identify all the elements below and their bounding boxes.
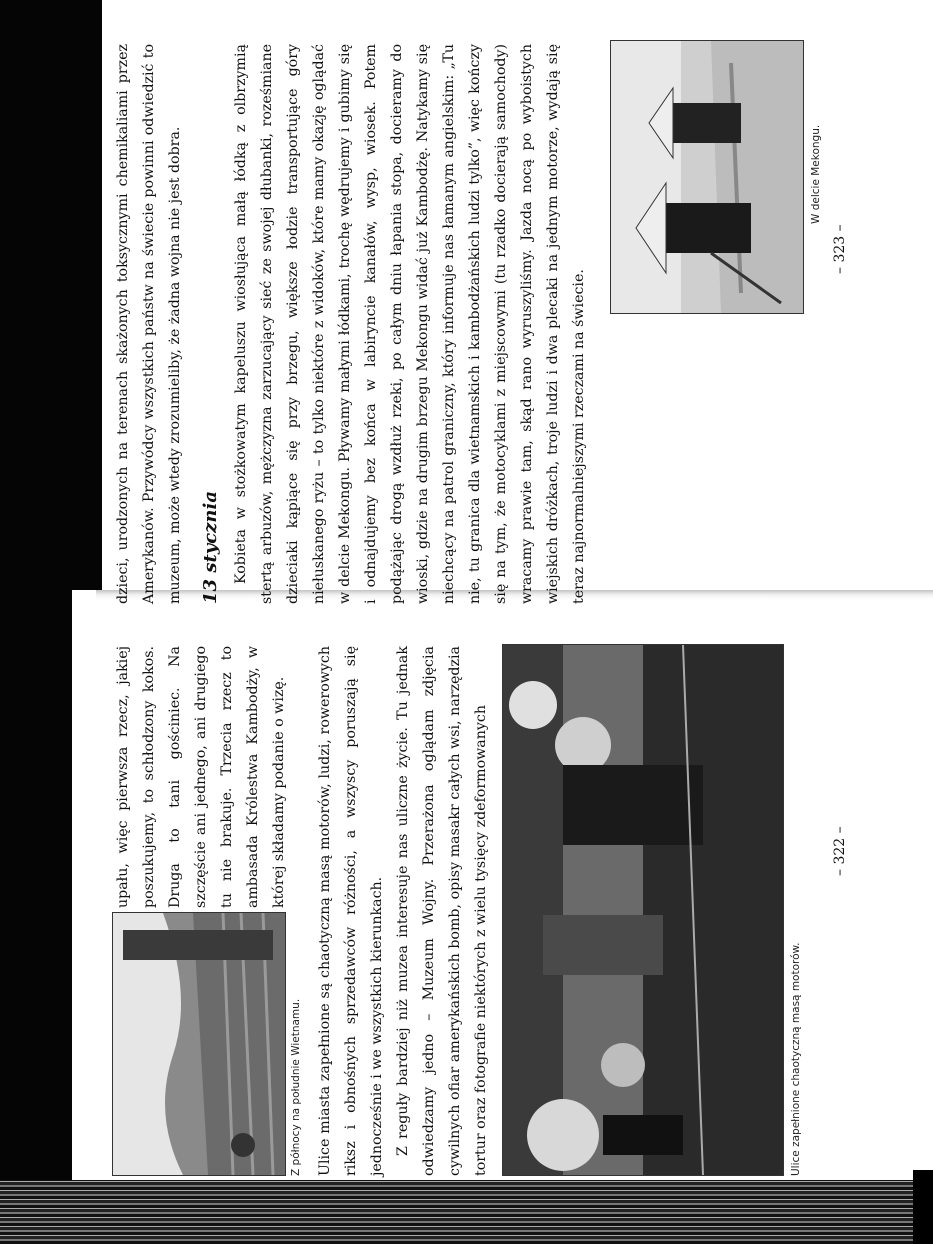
paragraph: Kobieta w stożkowatym kapeluszu wiosłująca małą łódką z olbrzymią stertą arbuzów, mężczyzna zarzucający sieć ze swojej dłubanki, roześmiane dzieciaki kąpiące się przy brzegu, większe łodzie transportujące góry niełuskanego ryżu – to tylko niektóre z widoków, które mamy okazję oglądać w delcie Mekongu. Pływamy małymi łódkami, trochę wędrujemy i gubimy się i odnajdujemy bez końca w labiryncie kanałów, wysp, wiosek. Potem podążając drogą wzdłuż rzeki, po całym dniu łapania stopa, docieramy do wioski, gdzie na drugim brzegu Mekongu widać już Kambodżę. Natykamy się niechcący na patrol graniczny, który informuje nas łamanym angielskim: „Tu nie, tu granica dla wietnamskich i kambodżańskich ludzi tylko”, więc kończy się na tym, że motocyklami z miejscowymi (tu rzadko docierają samochody) wracamy prawie tam, skąd rano wyruszyliśmy. Jazda nocą po wyboistych wiejskich dróżkach, troje ludzi i dwa plecaki na jednym motorze, wydają się teraz najnormalniejszymi rzeczami na świecie.: [233, 44, 587, 604]
text-column-322-lower: [312, 646, 494, 1176]
text-column-323: [110, 44, 592, 604]
street-photo: [502, 644, 784, 1176]
scan-edge-corner: [913, 1170, 933, 1244]
landscape-photo: [112, 912, 286, 1176]
paragraph: dzieci, urodzonych na terenach skażonych toksycznymi chemikaliami przez Amerykanów. Przywódcy wszystkich państw na świecie powinni odwiedzić to muzeum, może wtedy zrozumieliby, że żadna wojna nie jest dobra.: [115, 44, 183, 604]
mekong-photo: [610, 40, 804, 314]
page-322: [112, 646, 922, 1176]
caption-landscape: Z północy na południe Wietnamu.: [290, 998, 302, 1176]
paragraph: upału, więc pierwsza rzecz, jakiej poszukujemy, to schłodzony kokos. Druga to tani gościniec. Na szczęście ani jednego, ani drugiego tu nie brakuje. Trzecia rzecz to ambasada Królestwa Kambodży, w której składamy podanie o wizę.: [115, 646, 287, 908]
caption-mekong: W delcie Mekongu.: [810, 124, 822, 224]
text-column-322-upper: [110, 646, 292, 908]
section-heading: 13 stycznia: [200, 491, 221, 604]
paragraph: Z reguły bardziej niż muzea interesuje nas uliczne życie. Tu jednak odwiedzamy jedno – Muzeum Wojny. Przerażona oglądam zdjęcia cywilnych ofiar amerykańskich bomb, opisy masakr całych wsi, narzędzia tortur oraz fotografie niektórych z wielu tysięcy zdeformowanych: [395, 646, 489, 1176]
caption-street: Ulice zapełnione chaotyczną masą motorów.: [790, 942, 802, 1176]
paragraph: Ulice miasta zapełnione są chaotyczną masą motorów, ludzi, rowerowych riksz i obnośnych sprzedawców różności, a wszyscy poruszają się jednocześnie i we wszystkich kierunkach.: [317, 646, 385, 1176]
scan-edge-bottom: [0, 1180, 933, 1244]
page-number-323: – 323 –: [832, 224, 848, 274]
page-323: [112, 44, 922, 604]
page-number-322: – 322 –: [832, 826, 848, 876]
